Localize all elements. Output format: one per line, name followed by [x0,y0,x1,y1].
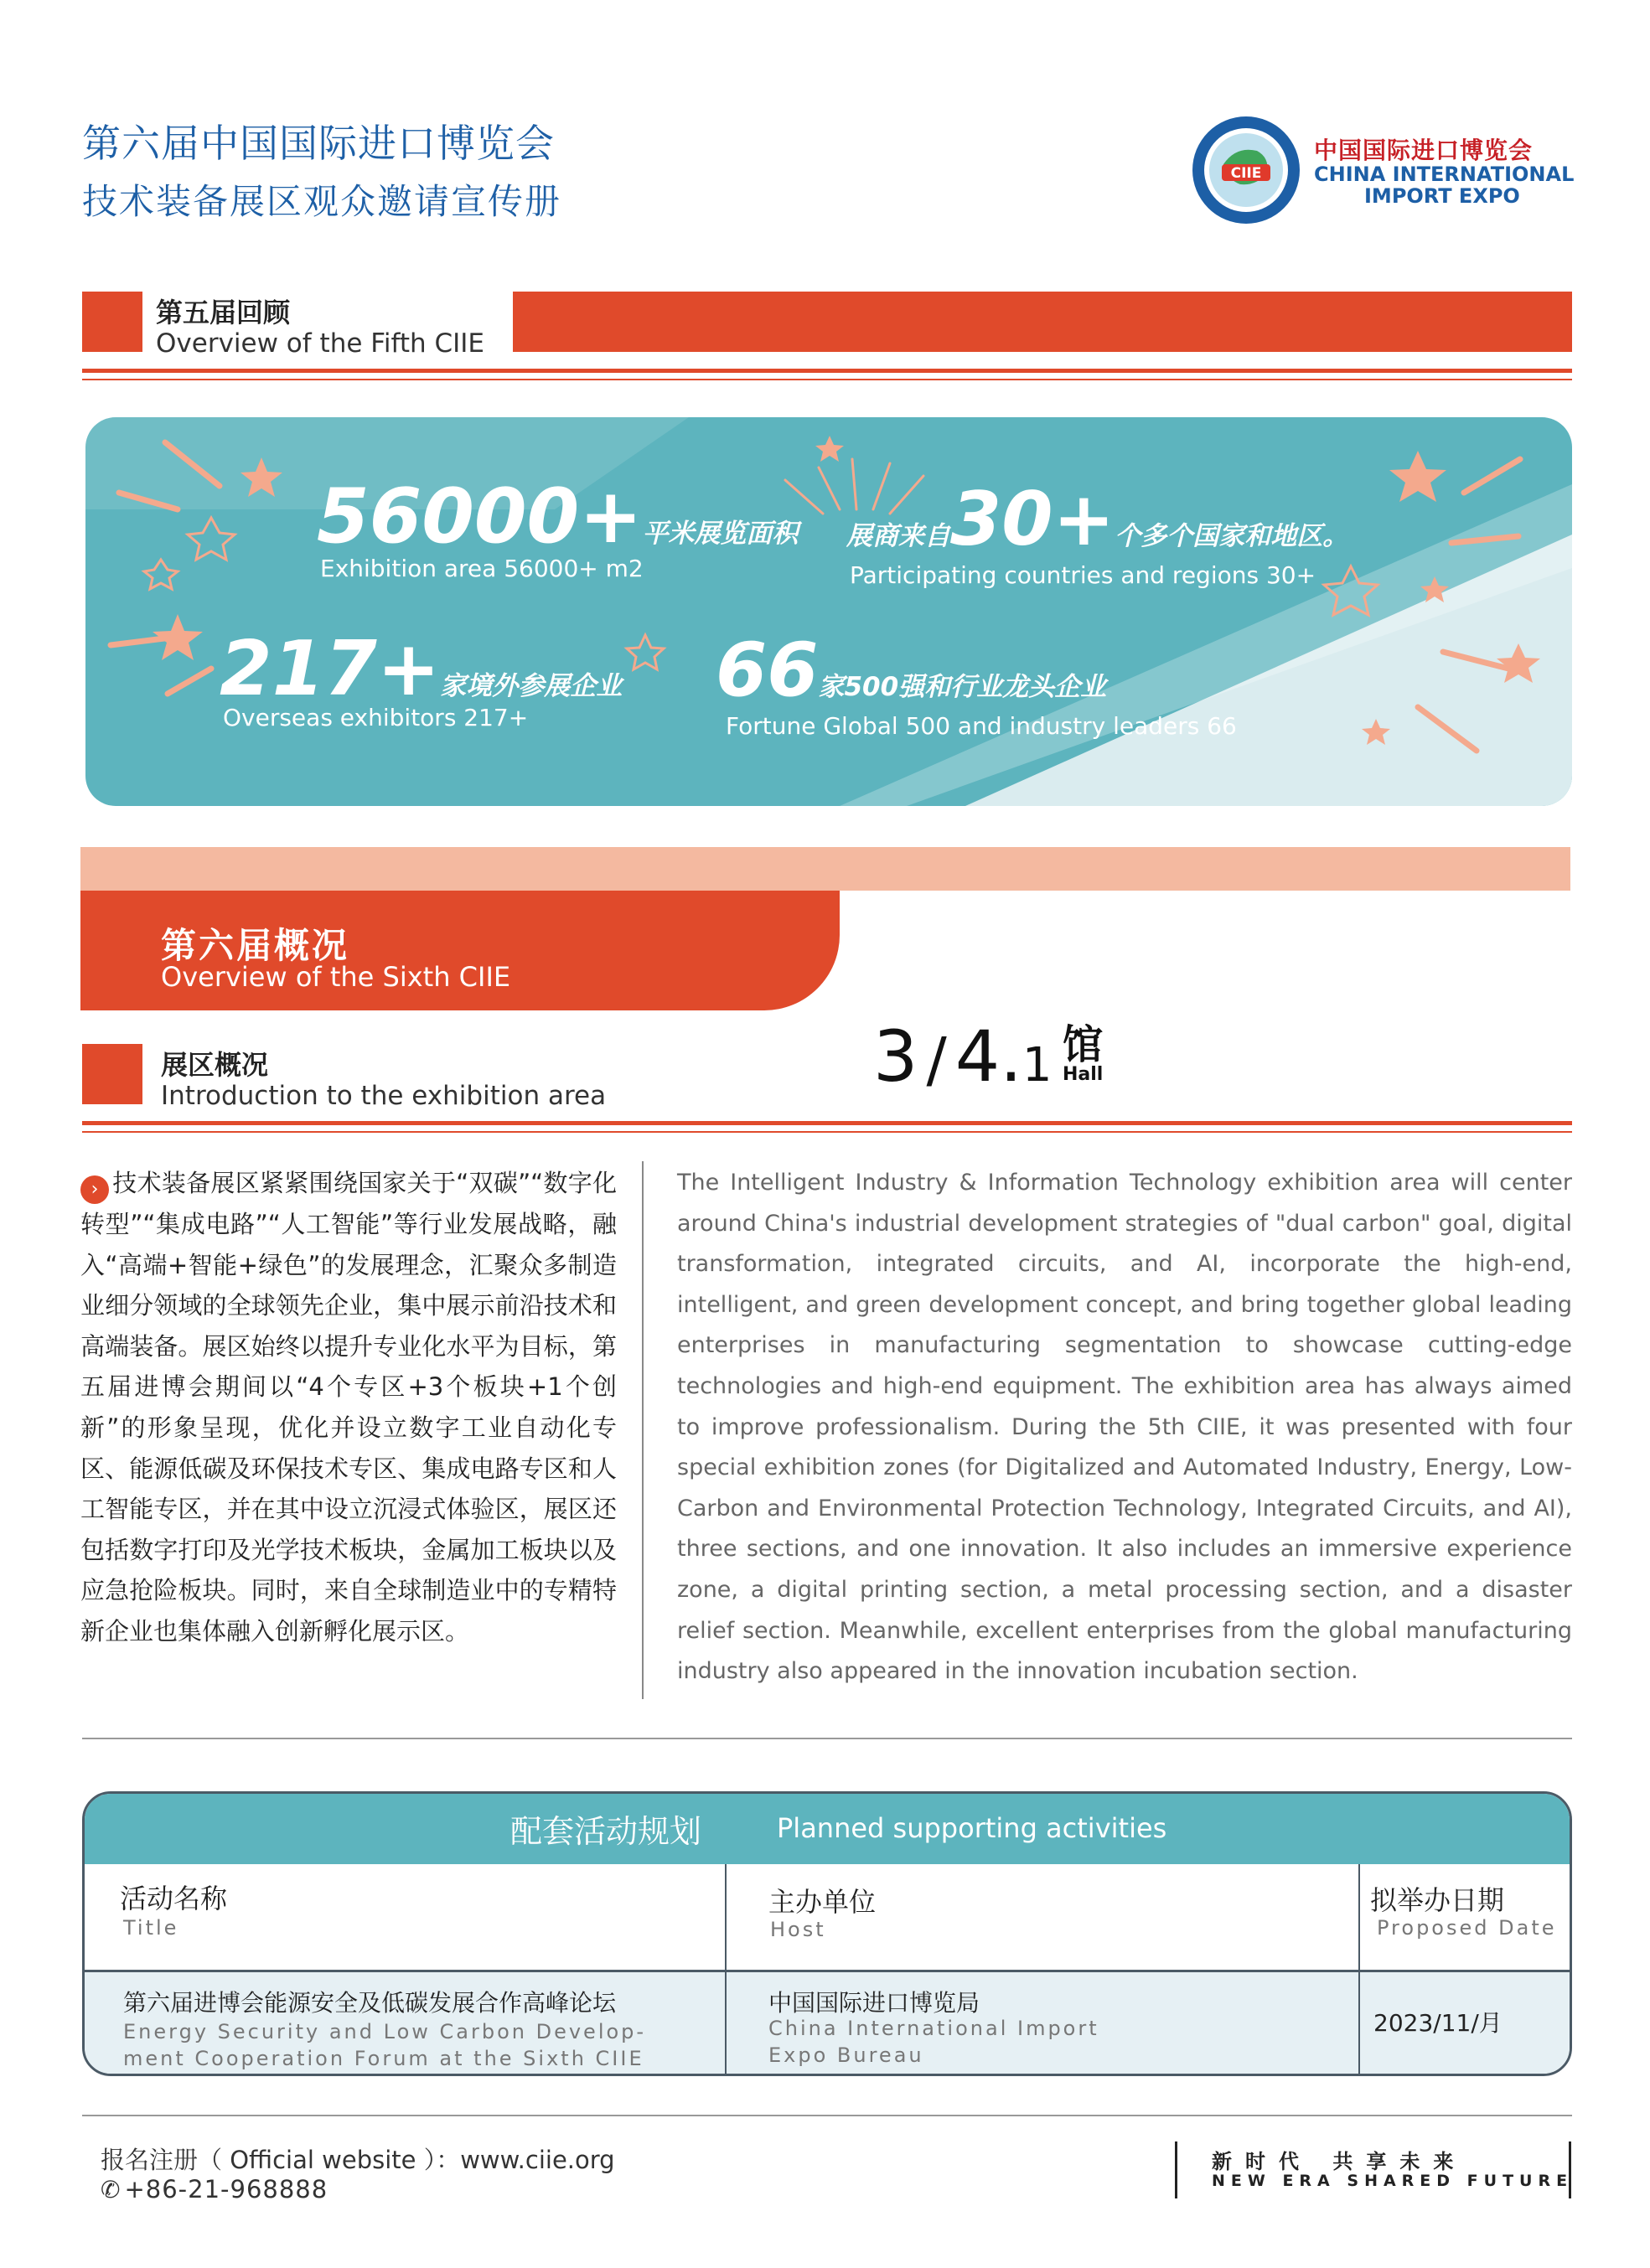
intro-text-en: The Intelligent Industry & Information Technology exhibition area will center around China's industrial development strategies of "dual carbon" goal, digital transformation, integrated circuits, and AI, incorporate the high-end, intelligent, and green development concept, and bring together global leading enterprises in manufacturing segmentation to showcase cutting-edge technologies and high-end equipment. The exhibition area has always aimed to improve professionalism. During the 5th CIIE, it was presented with four special exhibition zones (for Digitalized and Automated Industry, Energy, Low-Carbon and Environmental Protection Technology, Integrated Circuits, and AI), three sections, and one innovation. It also includes an immersive experience zone, a digital printing section, a metal processing section, and a disaster relief section. Meanwhile, excellent enterprises from the global manufacturing industry also appeared in the innovation incubation section. [677,1170,1572,1685]
section-marker-square [82,292,142,352]
footer-phone-number: +86-21-968888 [124,2175,328,2203]
activities-title-en: Planned supporting activities [777,1812,1167,1844]
stat-area [317,473,799,561]
hall-number-a: 3 [873,1015,918,1098]
stat-overseas [220,625,622,713]
row-host-en-2: Expo Bureau [768,2043,924,2067]
stat-countries-caption: Participating countries and regions 30+ [850,561,1316,589]
fifth-heading-cn: 第五届回顾 [156,297,291,328]
hall-number-c: 1 [1022,1038,1053,1093]
hall-label-cn: 馆 [1063,1021,1104,1068]
col-date-en: Proposed Date [1377,1916,1557,1940]
activities-table-header [85,1794,1570,1864]
stat-countries-number: 30+ [950,476,1115,562]
stat-area-caption: Exhibition area 56000+ m2 [320,555,644,582]
chevron-right-icon: › [80,1175,109,1204]
sixth-heading-en: Overview of the Sixth CIIE [161,961,511,993]
col-title-en: Title [123,1916,179,1940]
table-col-divider-1 [725,1864,727,2076]
stat-fortune-number: 66 [716,627,819,713]
row-title-cn: 第六届进博会能源安全及低碳发展合作高峰论坛 [123,1989,617,2017]
brochure-title: 第六届中国国际进口博览会 [82,121,555,166]
slogan-bar-left [1175,2141,1177,2198]
hall-number [873,1015,1053,1098]
table-row-divider [85,1970,1570,1972]
phone-icon: ✆ [101,2176,122,2203]
hall-number-b: 4. [954,1015,1022,1098]
hall-label-en: Hall [1063,1064,1104,1085]
stat-area-unit: 平米展览面积 [642,519,799,549]
stat-countries-unit: 个多个国家和地区。 [1115,521,1349,551]
footer-website: 报名注册（ Official website ）：www.ciie.org [101,2146,615,2174]
area-heading-cn: 展区概况 [161,1049,269,1081]
divider-thick-2 [82,1121,1572,1125]
activities-title-cn: 配套活动规划 [510,1813,702,1850]
ciie-logo-icon [1190,114,1302,226]
stat-overseas-number: 217+ [220,625,441,713]
fifth-heading-en: Overview of the Fifth CIIE [156,328,484,359]
fifth-heading-bar [513,292,1572,352]
activities-table [82,1791,1572,2076]
stats-decoration-icon [85,417,1572,806]
slogan-en: NEW ERA SHARED FUTURE [1212,2172,1574,2190]
slogan-cn: 新时代 共享未来 [1212,2150,1467,2173]
area-heading-en: Introduction to the exhibition area [161,1081,607,1111]
intro-text-cn [80,1163,617,1652]
footer-divider [82,2115,1572,2116]
footer-phone [101,2175,328,2203]
brochure-subtitle: 技术装备展区观众邀请宣传册 [82,181,562,222]
sixth-band [80,847,1570,891]
divider-thin-2 [82,1131,1572,1133]
intro-text-cn-content: 技术装备展区紧紧围绕国家关于“双碳”“数字化转型”“集成电路”“人工智能”等行业发展战略，融入“高端+智能+绿色”的发展理念，汇聚众多制造业细分领域的全球领先企业，集中展示前沿技术和高端装备。展区始终以提升专业化水平为目标，第五届进博会期间以“4个专区+3个板块+1个创新”的形象呈现，优化并设立数字工业自动化专区、能源低碳及环保技术专区、集成电路专区和人工智能专区，并在其中设立沉浸式体验区，展区还包括数字打印及光学技术板块，金属加工板块以及应急抢险板块。同时，来自全球制造业中的专精特新企业也集体融入创新孵化展示区。 [80,1169,617,1645]
stats-panel [85,417,1572,806]
row-title-en-1: Energy Security and Low Carbon Develop- [123,2020,647,2043]
col-host-en: Host [770,1918,826,1941]
stat-fortune-caption: Fortune Global 500 and industry leaders 66 [726,712,1237,740]
divider-gray [82,1738,1572,1739]
stat-fortune [716,627,1106,713]
divider-thin [82,379,1572,380]
column-divider [642,1161,644,1699]
stat-fortune-unit: 家500强和行业龙头企业 [818,672,1107,702]
stat-overseas-unit: 家境外参展企业 [440,671,623,701]
table-col-divider-2 [1358,1864,1360,2076]
stat-countries-prefix: 展商来自 [846,521,950,551]
row-host-cn: 中国国际进口博览局 [768,1989,980,2017]
logo-text-en-1: CHINA INTERNATIONAL [1314,163,1575,186]
logo-badge-text: CIIE [1230,165,1262,182]
stat-overseas-caption: Overseas exhibitors 217+ [223,704,529,731]
row-title-en-2: ment Cooperation Forum at the Sixth CIIE [123,2047,644,2070]
hall-number-sep: / [926,1025,947,1095]
area-marker-square [82,1044,142,1104]
col-date-cn: 拟举办日期 [1370,1884,1505,1916]
stat-area-number: 56000+ [317,473,643,561]
col-host-cn: 主办单位 [768,1886,877,1918]
row-date: 2023/11/月 [1373,2009,1503,2037]
col-title-cn: 活动名称 [120,1883,228,1914]
divider-thick [82,369,1572,373]
stat-countries [846,476,1348,562]
sixth-heading-cn: 第六届概况 [161,925,350,966]
logo-text-en-2: IMPORT EXPO [1364,184,1520,208]
row-host-en-1: China International Import [768,2017,1099,2040]
logo-text-cn: 中国国际进口博览会 [1314,137,1534,164]
